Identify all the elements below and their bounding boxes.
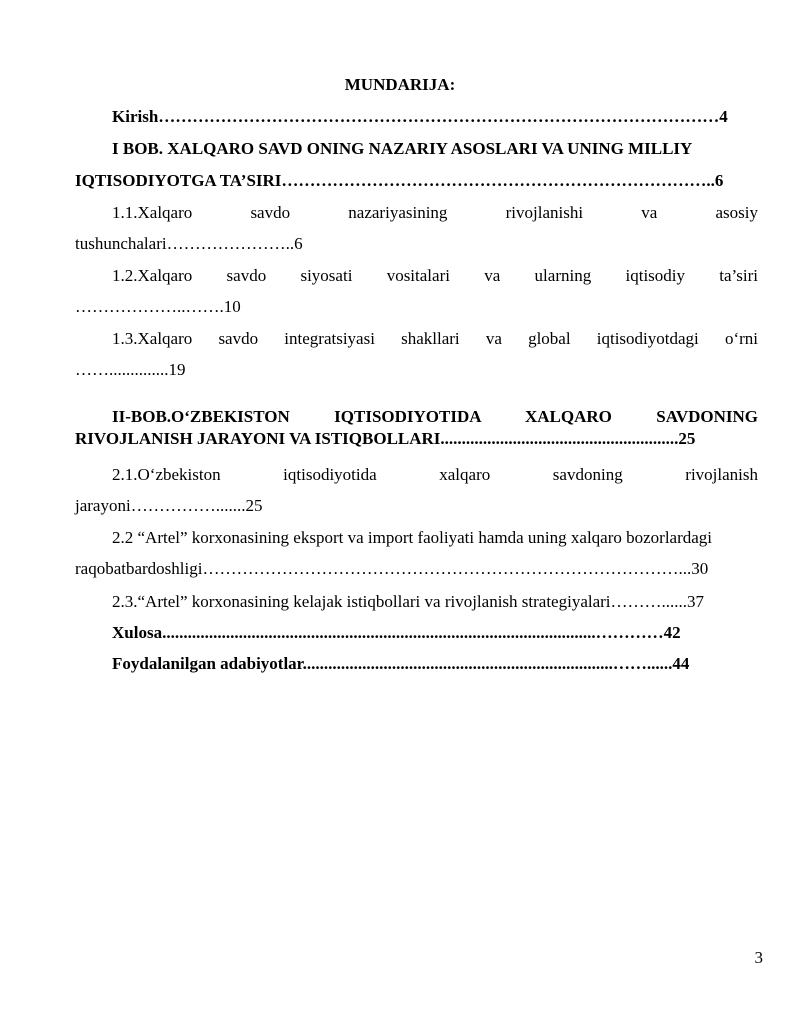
page-number: 3 xyxy=(754,948,763,967)
toc-entry-2-1-line2: jarayoni…………….......25 xyxy=(75,496,263,515)
toc-entry-adabiyotlar: Foydalanilgan adabiyotlar.........................................................................……......44 xyxy=(112,654,690,673)
toc-entry-1-3-line2: ……..............19 xyxy=(75,360,186,379)
toc-entry-xulosa: Xulosa......................................................................................................…………42 xyxy=(112,623,681,642)
toc-entry-2-2-line1: 2.2 “Artel” korxonasining eksport va import faoliyati hamda uning xalqaro bozorlardagi xyxy=(112,528,713,547)
toc-entry-2-1-line1: 2.1.O‘zbekiston iqtisodiyotida xalqaro savdoning rivojlanish xyxy=(112,465,758,484)
toc-entry-1-2-line2: ………………..…….10 xyxy=(75,297,241,316)
toc-entry-1-1-line1: 1.1.Xalqaro savdo nazariyasining rivojlanishi va asosiy xyxy=(112,203,758,222)
toc-entry-chapter1-line2: IQTISODIYOTGA TA’SIRI…………………………………………………………………..6 xyxy=(75,171,724,190)
toc-entry-1-3-line1: 1.3.Xalqaro savdo integratsiyasi shakllari va global iqtisodiyotdagi o‘rni xyxy=(112,329,758,348)
toc-title: MUNDARIJA: xyxy=(344,75,456,94)
toc-entry-chapter2-line2: RIVOJLANISH JARAYONI VA ISTIQBOLLARI........................................................25 xyxy=(75,429,696,448)
toc-entry-chapter2-line1: II-BOB.O‘ZBEKISTON IQTISODIYOTIDA XALQARO SAVDONING xyxy=(112,407,758,426)
toc-entry-2-3: 2.3.“Artel” korxonasining kelajak istiqbollari va rivojlanish strategiyalari………......37 xyxy=(112,592,705,611)
toc-entry-2-2-line2: raqobatbardoshligi…………………………………………………………………………...30 xyxy=(75,559,709,578)
toc-entry-1-1-line2: tushunchalari…………………..6 xyxy=(75,234,303,253)
toc-entry-chapter1-line1: I BOB. XALQARO SAVD ONING NAZARIY ASOSLARI VA UNING MILLIY xyxy=(112,139,693,158)
toc-entry-kirish: Kirish………………………………………………………………………………………4 xyxy=(112,107,728,126)
toc-entry-1-2-line1: 1.2.Xalqaro savdo siyosati vositalari va ularning iqtisodiy ta’siri xyxy=(112,266,758,285)
